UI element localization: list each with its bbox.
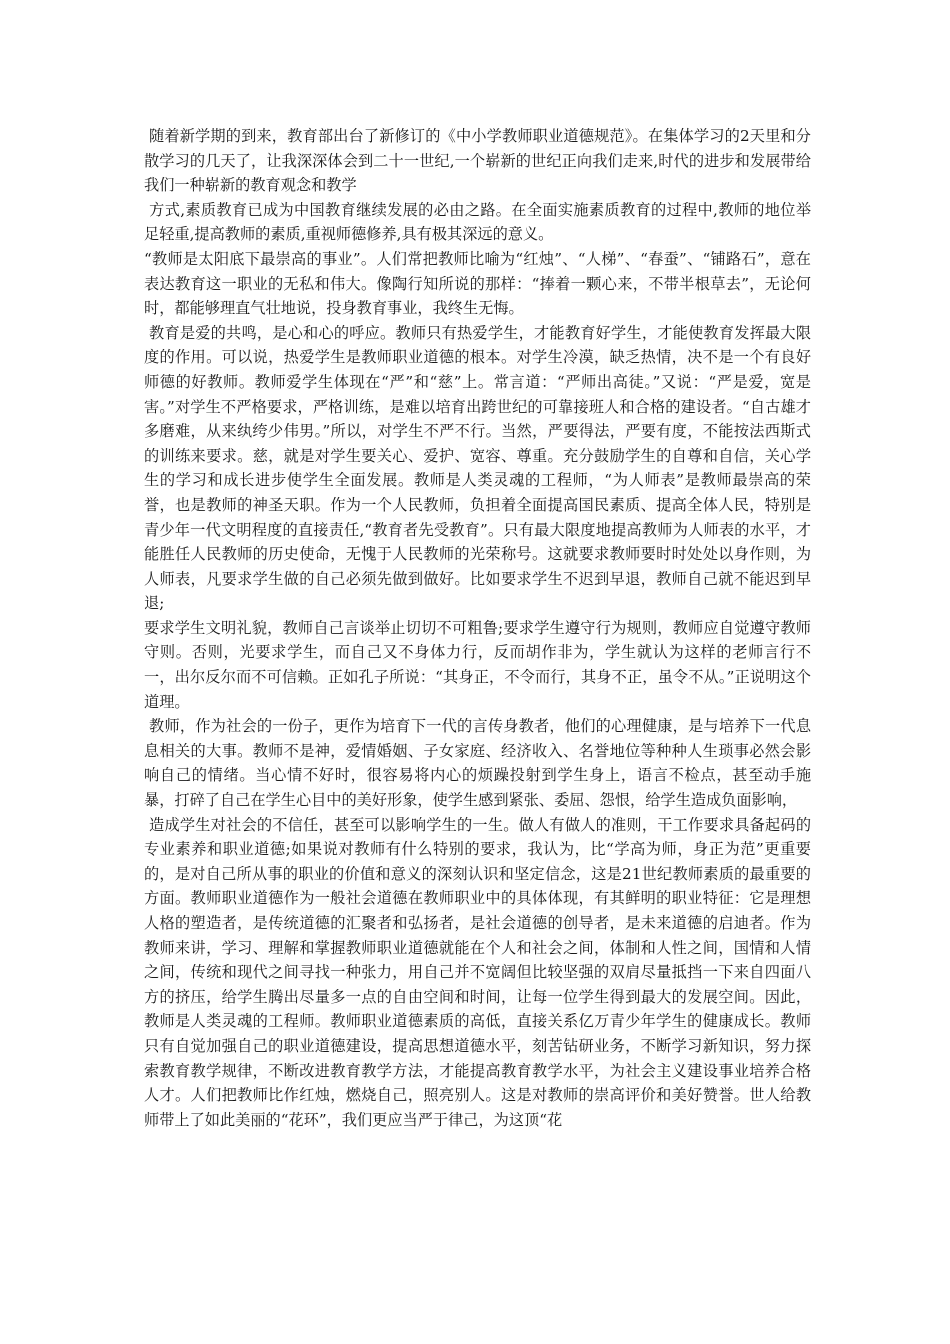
paragraph-6: 教师，作为社会的一份子，更作为培育下一代的言传身教者，他们的心理健康，是与培养下一代息息相关的大事。教师不是神，爱情婚姻、子女家庭、经济收入、名誉地位等种种人生琐事必然会影响自己的情绪。当心情不好时，很容易将内心的烦躁投射到学生身上，语言不检点，甚至动手施暴，打碎了自己在学生心目中的美好形象，使学生感到紧张、委屈、怨恨，给学生造成负面影响， xyxy=(144,717,812,810)
paragraph-1: 随着新学期的到来，教育部出台了新修订的《中小学教师职业道德规范》。在集体学习的2天里和分散学习的几天了，让我深深体会到二十一世纪,一个崭新的世纪正向我们走来,时代的进步和发展带给我们一种崭新的教育观念和教学 xyxy=(144,127,811,195)
paragraph-4: 教育是爱的共鸣，是心和心的呼应。教师只有热爱学生，才能教育好学生，才能使教育发挥最大限度的作用。可以说，热爱学生是教师职业道德的根本。对学生冷漠，缺乏热情，决不是一个有良好师德的好教师。教师爱学生体现在“严”和“慈”上。常言道：“严师出高徒。”又说：“严是爱，宽是害。”对学生不严格要求，严格训练，是难以培育出跨世纪的可靠接班人和合格的建设者。“自古雄才多磨难，从来纨绔少伟男。”所以，对学生不严不行。当然，严要得法，严要有度，不能按法西斯式的训练来要求。慈，就是对学生要关心、爱护、宽容、尊重。充分鼓励学生的自尊和自信，关心学生的学习和成长进步使学生全面发展。教师是人类灵魂的工程师，“为人师表”是教师最崇高的荣誉，也是教师的神圣天职。作为一个人民教师，负担着全面提高国民素质、提高全体人民，特别是青少年一代文明程度的直接责任,“教育者先受教育”。只有最大限度地提高教师为人师表的水平，才能胜任人民教师的历史使命，无愧于人民教师的光荣称号。这就要求教师要时时处处以身作则，为人师表，凡要求学生做的自己必须先做到做好。比如要求学生不迟到早退，教师自己就不能迟到早退; xyxy=(144,323,812,613)
paragraph-2: 方式,素质教育已成为中国教育继续发展的必由之路。在全面实施素质教育的过程中,教师的地位举足轻重,提高教师的素质,重视师德修养,具有极其深远的意义。 xyxy=(144,200,812,244)
paragraph-3: “教师是太阳底下最崇高的事业”。人们常把教师比喻为“红烛”、“人梯”、“春蚕”、“铺路石”，意在表达教育这一职业的无私和伟大。像陶行知所说的那样：“捧着一颗心来，不带半根草去”，无论何时，都能够理直气壮地说，投身教育事业，我终生无悔。 xyxy=(144,249,811,318)
paragraph-5: 要求学生文明礼貌，教师自己言谈举止切切不可粗鲁;要求学生遵守行为规则，教师应自觉遵守教师守则。否则，光要求学生，而自己又不身体力行，反而胡作非为，学生就认为这样的老师言行不一，出尔反尔而不可信赖。正如孔子所说：“其身正，不令而行，其身不正，虽令不从。”正说明这个道理。 xyxy=(144,618,811,711)
document-page xyxy=(144,124,811,1132)
paragraph-7: 造成学生对社会的不信任，甚至可以影响学生的一生。做人有做人的准则，干工作要求具备起码的专业素养和职业道德;如果说对教师有什么特别的要求，我认为，比“学高为师，身正为范”更重要的，是对自己所从事的职业的价值和意义的深刻认识和坚定信念，这是21世纪教师素质的最重要的方面。教师职业道德作为一般社会道德在教师职业中的具体体现，有其鲜明的职业特征：它是理想人格的塑造者，是传统道德的汇聚者和弘扬者，是社会道德的创导者，是未来道德的启迪者。作为教师来讲，学习、理解和掌握教师职业道德就能在个人和社会之间，体制和人性之间，国情和人情之间，传统和现代之间寻找一种张力，用自己并不宽阔但比较坚强的双肩尽量抵挡一下来自四面八方的挤压，给学生腾出尽量多一点的自由空间和时间，让每一位学生得到最大的发展空间。因此，教师是人类灵魂的工程师。教师职业道德素质的高低，直接关系亿万青少年学生的健康成长。教师只有自觉加强自己的职业道德建设，提高思想道德水平，刻苦钻研业务，不断学习新知识，努力探索教育教学规律，不断改进教育教学方法，才能提高教育教学水平，为社会主义建设事业培养合格人才。人们把教师比作红烛，燃烧自己，照亮别人。这是对教师的崇高评价和美好赞誉。世人给教师带上了如此美丽的“花环”，我们更应当严于律己，为这顶“花 xyxy=(144,815,812,1129)
